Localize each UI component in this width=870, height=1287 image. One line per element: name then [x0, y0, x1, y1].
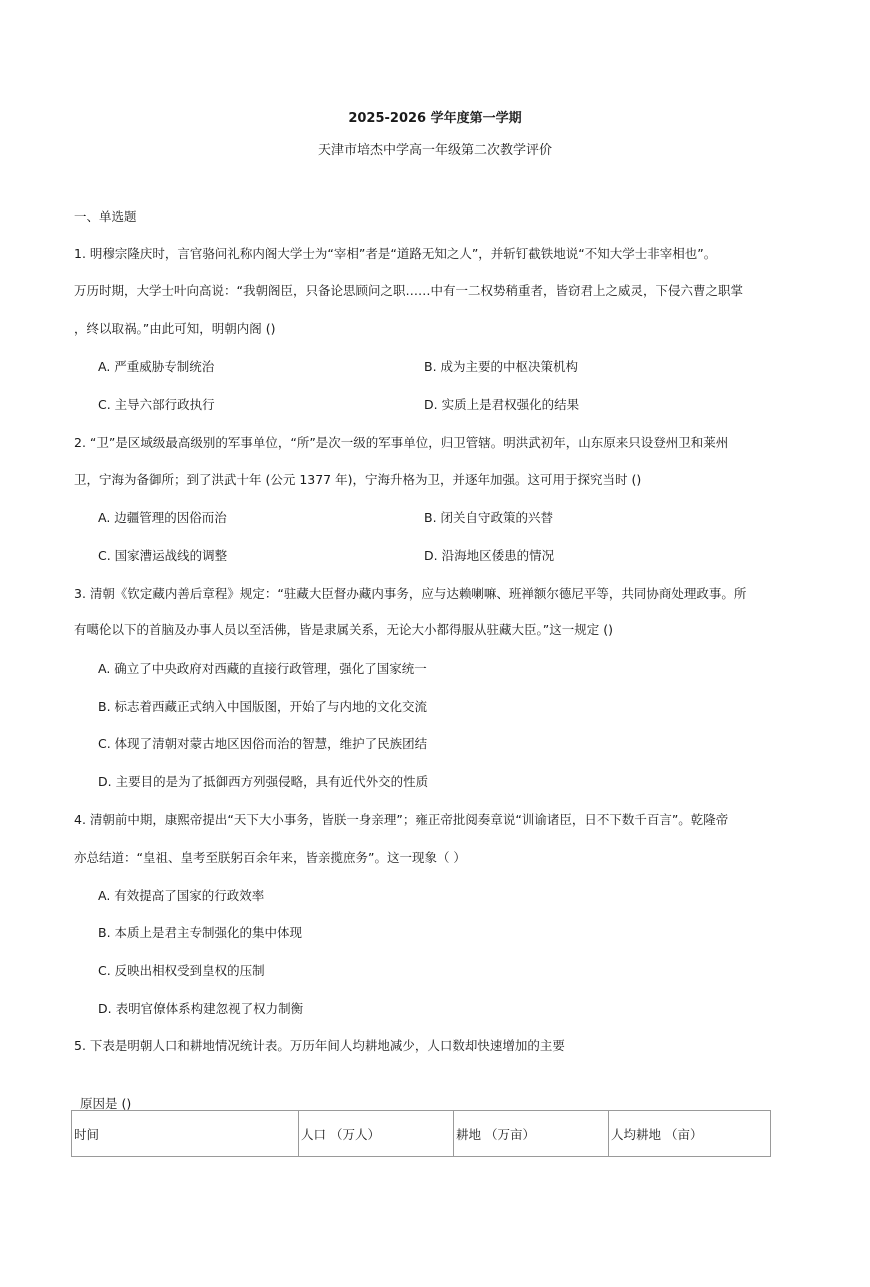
population-farmland-table — [71, 1110, 771, 1157]
question-1-line-3: ，终以取祸。”由此可知，明朝内阁 () — [74, 321, 276, 336]
question-2-option-c[interactable]: C. 国家漕运战线的调整 — [98, 548, 228, 563]
question-4-line-1: 4. 清朝前中期，康熙帝提出“天下大小事务，皆朕一身亲理”；雍正帝批阅奏章说“训谕诸臣，日不下数千百言”。乾隆帝 — [74, 812, 729, 827]
table-header-cell: 耕地 （万亩） — [454, 1111, 609, 1157]
question-4-option-b[interactable]: B. 本质上是君主专制强化的集中体现 — [98, 925, 303, 940]
question-4-option-c[interactable]: C. 反映出相权受到皇权的压制 — [98, 963, 265, 978]
question-1-line-2: 万历时期，大学士叶向高说：“我朝阁臣，只备论思顾问之职……中有一二权势稍重者，皆窃君上之威灵，下侵六曹之职掌 — [74, 283, 743, 298]
question-3-option-b[interactable]: B. 标志着西藏正式纳入中国版图，开始了与内地的文化交流 — [98, 699, 428, 714]
question-4-option-d[interactable]: D. 表明官僚体系构建忽视了权力制衡 — [98, 1001, 304, 1016]
question-2-option-d[interactable]: D. 沿海地区倭患的情况 — [424, 548, 555, 563]
table-header-row — [72, 1111, 771, 1157]
table-header-cell: 人口 （万人） — [299, 1111, 454, 1157]
question-3-line-2: 有噶伦以下的首脑及办事人员以至活佛，皆是隶属关系，无论大小都得服从驻藏大臣。”这一规定 () — [74, 622, 613, 637]
question-5-line-1: 5. 下表是明朝人口和耕地情况统计表。万历年间人均耕地减少，人口数却快速增加的主要 — [74, 1038, 565, 1053]
question-3-option-a[interactable]: A. 确立了中央政府对西藏的直接行政管理，强化了国家统一 — [98, 661, 427, 676]
question-1-line-1: 1. 明穆宗隆庆时，言官骆问礼称内阁大学士为“宰相”者是“道路无知之人”，并斩钉截铁地说“不知大学士非宰相也”。 — [74, 246, 717, 261]
question-3-option-d[interactable]: D. 主要目的是为了抵御西方列强侵略，具有近代外交的性质 — [98, 774, 429, 789]
question-3-line-1: 3. 清朝《钦定藏内善后章程》规定：“驻藏大臣督办藏内事务，应与达赖喇嘛、班禅额尔德尼平等，共同协商处理政事。所 — [74, 586, 747, 601]
section-heading: 一、单选题 — [74, 209, 137, 224]
question-5-caption: 原因是 () — [80, 1096, 132, 1111]
question-2-line-1: 2. “卫”是区域级最高级别的军事单位，“所”是次一级的军事单位，归卫管辖。明洪武初年，山东原来只设登州卫和莱州 — [74, 435, 729, 450]
question-1-option-b[interactable]: B. 成为主要的中枢决策机构 — [424, 359, 579, 374]
question-4-line-2: 亦总结道：“皇祖、皇考至朕躬百余年来，皆亲揽庶务”。这一现象（ ） — [74, 850, 466, 865]
question-2-line-2: 卫，宁海为备御所；到了洪武十年 (公元 1377 年)，宁海升格为卫，并逐年加强。这可用于探究当时 () — [74, 472, 642, 487]
question-1-option-c[interactable]: C. 主导六部行政执行 — [98, 397, 215, 412]
table-header-cell: 时间 — [72, 1111, 299, 1157]
question-3-option-c[interactable]: C. 体现了清朝对蒙古地区因俗而治的智慧，维护了民族团结 — [98, 736, 428, 751]
exam-subtitle: 天津市培杰中学高一年级第二次教学评价 — [317, 143, 552, 158]
exam-year-title: 2025-2026 学年度第一学期 — [348, 111, 522, 126]
question-4-option-a[interactable]: A. 有效提高了国家的行政效率 — [98, 888, 265, 903]
question-1-option-d[interactable]: D. 实质上是君权强化的结果 — [424, 397, 580, 412]
question-2-option-b[interactable]: B. 闭关自守政策的兴替 — [424, 510, 554, 525]
question-2-option-a[interactable]: A. 边疆管理的因俗而治 — [98, 510, 227, 525]
question-1-option-a[interactable]: A. 严重威胁专制统治 — [98, 359, 215, 374]
table-header-cell: 人均耕地 （亩） — [609, 1111, 771, 1157]
